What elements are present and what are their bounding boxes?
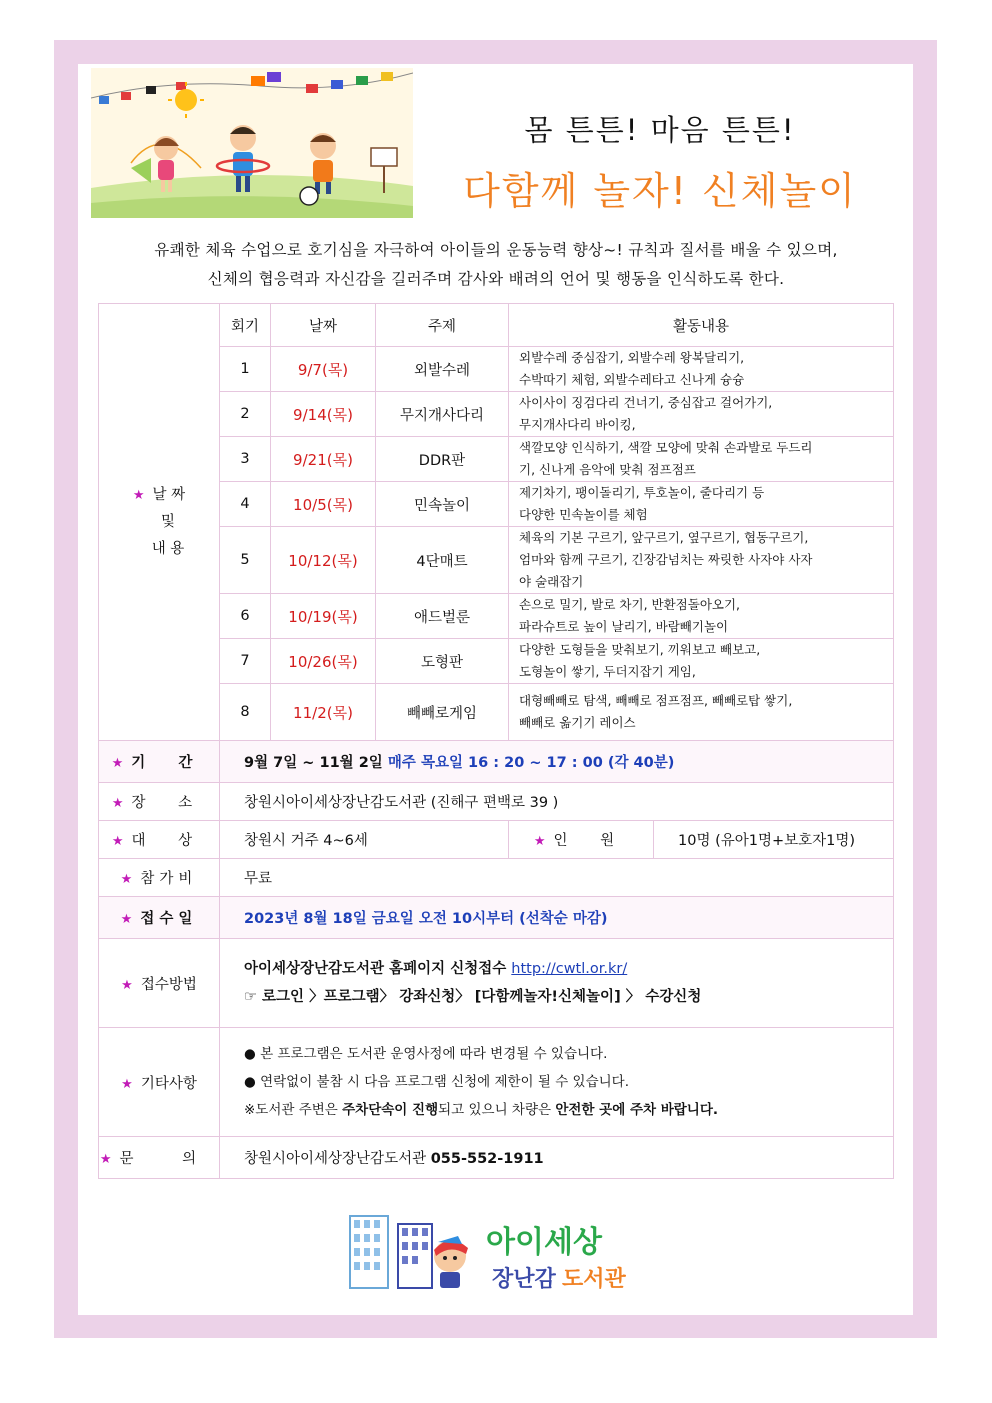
star-icon: ★ — [120, 872, 133, 887]
intro-line-2: 신체의 협응력과 자신감을 길러주며 감사와 배려의 언어 및 행동을 인식하도록 한다. — [207, 270, 785, 288]
session-activity — [509, 594, 894, 639]
program-info-table — [98, 303, 894, 1179]
schedule-label-cell — [99, 304, 220, 741]
kids-playing-illustration — [91, 68, 413, 218]
session-number: 2 — [220, 392, 271, 437]
period-weekly: 매주 목요일 — [387, 755, 463, 771]
activity-line: 사이사이 징검다리 건너기, 중심잡고 걸어가기, — [519, 395, 773, 410]
session-date: 9/7(목) — [271, 347, 376, 392]
session-number: 5 — [220, 527, 271, 594]
contact-phone: 055-552-1911 — [430, 1151, 544, 1167]
title-line-2: 다함께 놀자! 신체놀이 — [463, 169, 857, 213]
period-value — [220, 741, 894, 783]
session-number: 1 — [220, 347, 271, 392]
fee-value: 무료 — [220, 859, 894, 897]
activity-line: 색깔모양 인식하기, 색깔 모양에 맞춰 손과발로 두드리 — [519, 440, 813, 455]
session-topic: DDR판 — [376, 437, 509, 482]
col-header-session: 회기 — [220, 304, 271, 347]
schedule-label-line-2: 및 — [160, 513, 175, 530]
session-number: 3 — [220, 437, 271, 482]
title-line-1: 몸 튼튼! 마음 튼튼! — [524, 113, 796, 147]
logo-subtitle-b: 도서관 — [562, 1267, 626, 1292]
period-time: 16 : 20 ~ 17 : 00 (각 40분) — [468, 755, 675, 771]
activity-line: 손으로 밀기, 발로 차기, 반환점돌아오기, — [519, 597, 741, 612]
activity-line: 다양한 도형들을 맞춰보기, 끼워보고 빼보고, — [519, 642, 761, 657]
session-date: 10/5(목) — [271, 482, 376, 527]
place-value: 창원시아이세상장난감도서관 (진해구 편백로 39 ) — [220, 783, 894, 821]
method-value — [220, 939, 894, 1028]
homepage-link[interactable]: http://cwtl.or.kr/ — [511, 961, 628, 977]
period-row — [99, 741, 894, 783]
activity-line: 무지개사다리 바이킹, — [519, 417, 636, 432]
logo-name: 아이세상 — [486, 1225, 602, 1260]
contact-value: 창원시아이세상장난감도서관 055-552-1911 — [220, 1137, 894, 1179]
method-line-1: 아이세상장난감도서관 홈페이지 신청접수 — [244, 961, 507, 977]
session-topic: 애드벌룬 — [376, 594, 509, 639]
session-topic: 빼빼로게임 — [376, 684, 509, 741]
place-label: ★ 장 소 — [99, 783, 220, 821]
session-number: 7 — [220, 639, 271, 684]
session-topic: 민속놀이 — [376, 482, 509, 527]
star-icon: ★ — [111, 756, 124, 771]
activity-line: 파라슈트로 높이 날리기, 바람빼기놀이 — [519, 619, 729, 634]
star-icon: ★ — [120, 912, 133, 927]
star-icon: ★ — [533, 834, 546, 849]
session-date: 10/19(목) — [271, 594, 376, 639]
session-date: 11/2(목) — [271, 684, 376, 741]
schedule-header-row — [99, 304, 894, 347]
activity-line: 대형빼빼로 탐색, 빼빼로 점프점프, 빼빼로탑 쌓기, — [519, 693, 793, 708]
star-icon: ★ — [121, 1076, 133, 1092]
session-topic: 도형판 — [376, 639, 509, 684]
activity-line: 기, 신나게 음악에 맞춰 점프점프 — [519, 462, 696, 477]
activity-line: 도형놀이 쌓기, 두더지잡기 게임, — [519, 664, 696, 679]
place-row — [99, 783, 894, 821]
activity-line: 빼빼로 옮기기 레이스 — [519, 715, 636, 730]
activity-line: 엄마와 함께 구르기, 긴장감넘치는 짜릿한 사자야 사자 — [519, 552, 813, 567]
session-activity — [509, 437, 894, 482]
period-label: ★ 기 간 — [99, 741, 220, 783]
note-item-2: ● 연락없이 불참 시 다음 프로그램 신청에 제한이 될 수 있습니다. — [244, 1074, 630, 1090]
activity-line: 다양한 민속놀이를 체험 — [519, 507, 648, 522]
notes-row — [99, 1028, 894, 1137]
activity-line: 야 술래잡기 — [519, 574, 584, 589]
session-activity — [509, 482, 894, 527]
method-label: ★ 접수방법 — [99, 939, 220, 1028]
session-activity — [509, 527, 894, 594]
intro-line-1: 유쾌한 체육 수업으로 호기심을 자극하여 아이들의 운동능력 향상~! 규칙과 질서를 배울 수 있으며, — [154, 241, 838, 259]
target-row — [99, 821, 894, 859]
capacity-label: ★ 인 원 — [509, 821, 654, 859]
activity-line: 제기차기, 팽이돌리기, 투호놀이, 줄다리기 등 — [519, 485, 765, 500]
registration-label: ★ 접수일 — [99, 897, 220, 939]
session-topic: 4단매트 — [376, 527, 509, 594]
notes-value — [220, 1028, 894, 1137]
session-activity — [509, 684, 894, 741]
session-activity — [509, 639, 894, 684]
session-topic: 외발수레 — [376, 347, 509, 392]
activity-line: 외발수레 중심잡기, 외발수레 왕복달리기, — [519, 350, 745, 365]
notes-label: ★ 기타사항 — [99, 1028, 220, 1137]
method-line-2: ☞ 로그인 〉프로그램〉 강좌신청〉 [다함께놀자!신체놀이] 〉 수강신청 — [244, 989, 702, 1005]
star-icon: ★ — [99, 1152, 112, 1167]
session-number: 4 — [220, 482, 271, 527]
period-date-range: 9월 7일 ~ 11월 2일 — [244, 755, 383, 771]
logo-subtitle-a: 장난감 — [492, 1267, 556, 1292]
registration-value: 2023년 8월 18일 금요일 오전 10시부터 (선착순 마감) — [220, 897, 894, 939]
note-item-1: ● 본 프로그램은 도서관 운영사정에 따라 변경될 수 있습니다. — [244, 1046, 608, 1062]
target-label: ★ 대 상 — [99, 821, 220, 859]
star-icon: ★ — [132, 487, 145, 503]
session-topic: 무지개사다리 — [376, 392, 509, 437]
schedule-label-line-1: 날 짜 — [152, 486, 186, 503]
library-logo — [346, 1210, 646, 1296]
session-date: 10/26(목) — [271, 639, 376, 684]
star-icon: ★ — [121, 977, 133, 993]
activity-line: 수박따기 체험, 외발수레타고 신나게 슝슝 — [519, 372, 745, 387]
intro-text — [96, 236, 896, 294]
session-date: 10/12(목) — [271, 527, 376, 594]
registration-row — [99, 897, 894, 939]
target-value: 창원시 거주 4~6세 — [220, 821, 509, 859]
col-header-date: 날짜 — [271, 304, 376, 347]
session-activity — [509, 347, 894, 392]
contact-row — [99, 1137, 894, 1179]
session-date: 9/21(목) — [271, 437, 376, 482]
fee-row — [99, 859, 894, 897]
star-icon: ★ — [111, 834, 124, 849]
session-activity — [509, 392, 894, 437]
session-date: 9/14(목) — [271, 392, 376, 437]
session-number: 6 — [220, 594, 271, 639]
schedule-label-line-3: 내 용 — [151, 540, 185, 557]
fee-label: ★ 참가비 — [99, 859, 220, 897]
session-number: 8 — [220, 684, 271, 741]
method-row — [99, 939, 894, 1028]
star-icon: ★ — [111, 796, 124, 811]
activity-line: 체육의 기본 구르기, 앞구르기, 옆구르기, 협동구르기, — [519, 530, 809, 545]
note-item-3: ※도서관 주변은 주차단속이 진행되고 있으니 차량은 안전한 곳에 주차 바랍니다. — [244, 1102, 719, 1118]
capacity-value: 10명 (유아1명+보호자1명) — [654, 821, 894, 859]
col-header-activity: 활동내용 — [509, 304, 894, 347]
col-header-topic: 주제 — [376, 304, 509, 347]
contact-label: ★ 문 의 — [99, 1137, 220, 1179]
